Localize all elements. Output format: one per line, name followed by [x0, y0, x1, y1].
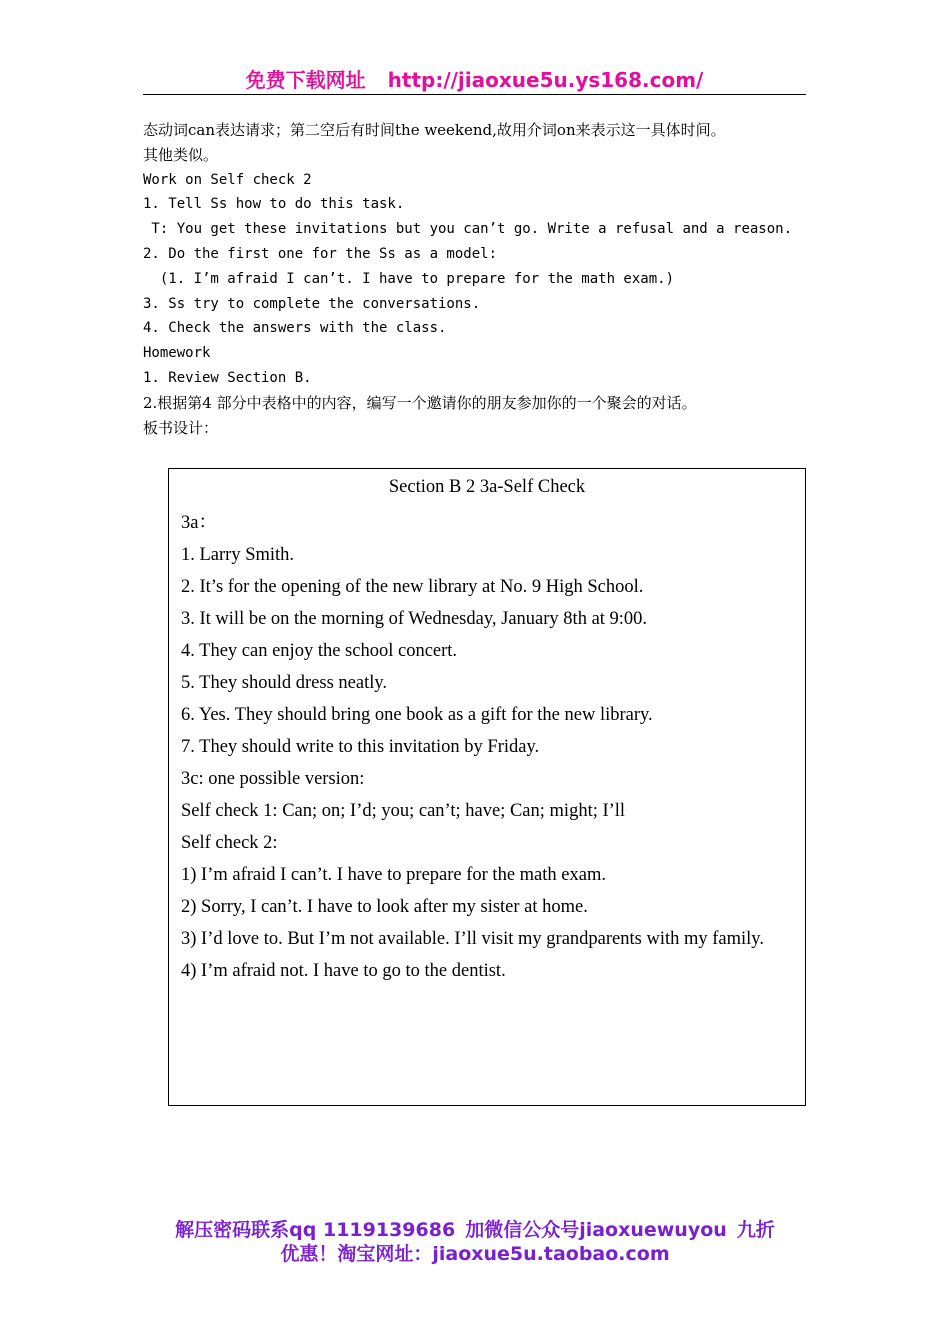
body-line: Homework	[143, 345, 211, 362]
body-line: 1. Review Section B.	[143, 369, 312, 386]
board-line: 4) I’m afraid not. I have to go to the dentist.	[181, 961, 506, 981]
board-line: 2. It’s for the opening of the new library at No. 9 High School.	[181, 577, 644, 597]
footer-taobao-link[interactable]: 优惠！淘宝网址：jiaoxue5u.taobao.com	[280, 1243, 670, 1265]
board-line: 3c: one possible version:	[181, 769, 365, 789]
header-url-link[interactable]: http://jiaoxue5u.ys168.com/	[387, 68, 704, 92]
body-line: 2. Do the first one for the Ss as a model:	[143, 245, 498, 262]
body-line: 态动词can表达请求；第二空后有时间the weekend,故用介词on来表示这一具体时间。	[143, 121, 726, 139]
footer-line-2	[0, 1241, 950, 1267]
board-line: 3) I’d love to. But I’m not available. I’ll visit my grandparents with my family.	[181, 929, 764, 949]
blackboard-design-box	[168, 468, 806, 1106]
board-line: 7. They should write to this invitation by Friday.	[181, 737, 540, 757]
body-line: T: You get these invitations but you can’t go. Write a refusal and a reason.	[143, 221, 793, 238]
board-title: Section B 2 3a-Self Check	[388, 477, 586, 497]
lesson-body	[143, 118, 823, 440]
board-line: 6. Yes. They should bring one book as a gift for the new library.	[181, 705, 653, 725]
board-line: 5. They should dress neatly.	[181, 673, 388, 693]
body-line: 2.根据第4 部分中表格中的内容，编写一个邀请你的朋友参加你的一个聚会的对话。	[143, 393, 697, 412]
footer-wechat: 加微信公众号jiaoxuewuyou	[465, 1219, 727, 1241]
body-line: Work on Self check 2	[143, 171, 312, 188]
page-header	[143, 66, 806, 95]
body-line: (1. I’m afraid I can’t. I have to prepare for the math exam.)	[143, 270, 675, 287]
board-line: 3. It will be on the morning of Wednesday, January 8th at 9:00.	[181, 609, 648, 629]
board-line: Self check 1: Can; on; I’d; you; can’t; have; Can; might; I’ll	[181, 801, 626, 821]
board-line: 1) I’m afraid I can’t. I have to prepare for the math exam.	[181, 865, 606, 885]
board-line: 3a：	[181, 513, 217, 533]
body-line: 其他类似。	[143, 145, 219, 164]
board-line: Self check 2:	[181, 833, 278, 853]
body-line: 3. Ss try to complete the conversations.	[143, 295, 481, 312]
footer-password-contact: 解压密码联系qq 1119139686	[175, 1219, 456, 1241]
body-line: 板书设计：	[143, 418, 219, 437]
footer-line-1	[0, 1217, 950, 1243]
footer-discount: 九折	[736, 1219, 775, 1241]
header-label: 免费下载网址	[245, 68, 366, 92]
board-line: 2) Sorry, I can’t. I have to look after my sister at home.	[181, 897, 588, 917]
board-line: 1. Larry Smith.	[181, 545, 295, 565]
board-line: 4. They can enjoy the school concert.	[181, 641, 458, 661]
body-line: 1. Tell Ss how to do this task.	[143, 196, 405, 213]
body-line: 4. Check the answers with the class.	[143, 320, 447, 337]
